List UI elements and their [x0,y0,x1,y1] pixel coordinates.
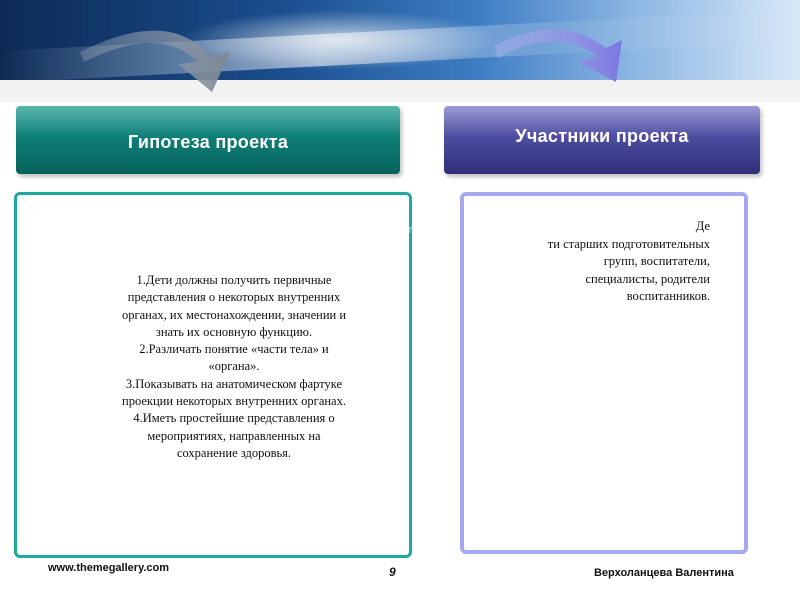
hypothesis-line: представления о некоторых внутренних [127,290,341,305]
hypothesis-line: сохранение здоровья. [176,445,292,460]
curved-arrow-purple-icon [488,18,658,98]
participants-text [480,218,710,306]
participants-line: специалисты, родители [585,271,710,286]
participants-header [444,106,760,174]
hypothesis-line: 1.Дети должны получить первичные [136,273,332,287]
hypothesis-title: Гипотеза проекта [127,131,289,152]
participants-line: групп, воспитатели, [603,254,710,268]
hypothesis-line: 3.Показывать на анатомическом фартуке [125,376,343,391]
curved-arrow-gray-icon [60,12,260,102]
hypothesis-line: 4.Иметь простейшие представления о [133,411,335,426]
ghost-text: п [408,225,414,236]
website-link[interactable]: www.themegallery.com [48,562,170,574]
participants-line: ти старших подготовительных [547,236,710,251]
participants-title: Участники проекта [515,125,689,146]
hypothesis-header [16,106,400,174]
author-name: Верхоланцева Валентина [594,567,734,579]
hypothesis-line: проекции некоторых внутренних органах. [122,394,346,409]
participants-line: Де [695,219,710,233]
hypothesis-list [74,272,394,462]
hypothesis-line: «органа». [208,359,260,374]
hypothesis-line: органах, их местонахождении, значении и [121,307,347,322]
hypothesis-line: знать их основную функцию. [155,324,313,339]
participants-line: воспитанников. [626,289,710,303]
hypothesis-line: мероприятиях, направленных на [147,428,321,443]
page-number: 9 [389,565,396,579]
hypothesis-line: 2.Различать понятие «части тела» и [139,342,329,357]
